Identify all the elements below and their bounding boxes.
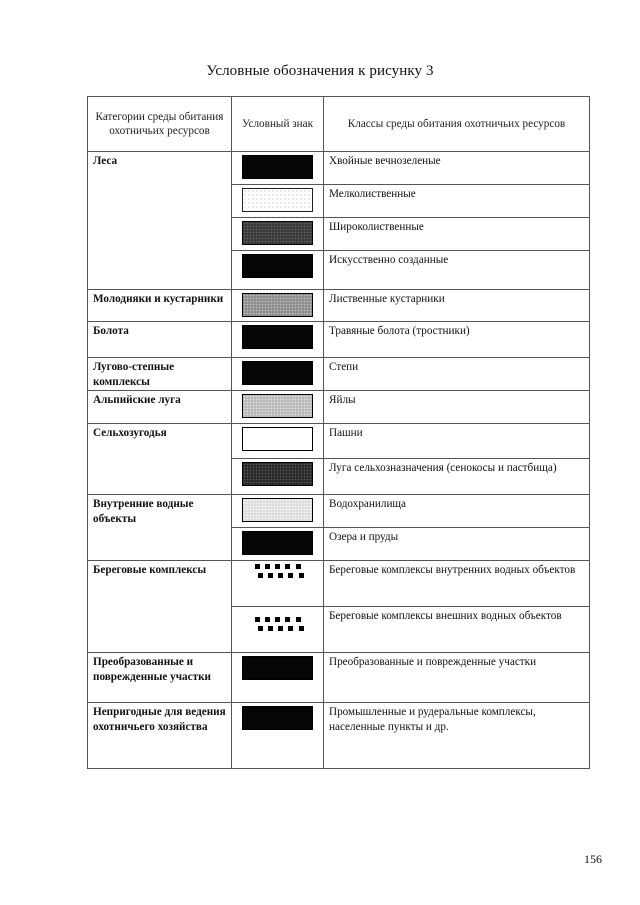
black-swatch	[242, 531, 313, 555]
class-cell: Береговые комплексы внешних водных объектов	[324, 607, 590, 653]
class-cell: Береговые комплексы внутренних водных объектов	[324, 561, 590, 607]
very-dark-swatch	[242, 462, 313, 486]
class-cell: Травяные болота (тростники)	[324, 322, 590, 358]
table-row	[88, 653, 590, 703]
class-cell: Преобразованные и поврежденные участки	[324, 653, 590, 703]
class-cell: Степи	[324, 358, 590, 391]
page-number: 156	[584, 852, 602, 866]
symbol-cell	[232, 653, 324, 703]
class-cell: Мелколиственные	[324, 185, 590, 218]
dotted-border-symbol	[252, 617, 304, 635]
page-title: Условные обозначения к рисунку 3	[206, 63, 434, 79]
class-cell: Искусственно созданные	[324, 251, 590, 290]
symbol-cell	[232, 459, 324, 495]
symbol-cell	[232, 251, 324, 290]
symbol-cell	[232, 561, 324, 607]
light-gray-swatch	[242, 394, 313, 418]
header-category: Категории среды обитания охотничьих ресурсов	[88, 97, 232, 152]
table-row	[88, 358, 590, 391]
category-cell: Леса	[88, 152, 232, 290]
black-swatch	[242, 254, 313, 278]
header-class: Классы среды обитания охотничьих ресурсов	[324, 97, 590, 152]
legend-table	[87, 96, 590, 769]
black-swatch	[242, 325, 313, 349]
table-row	[88, 391, 590, 424]
category-cell: Сельхозугодья	[88, 424, 232, 495]
dotted-border-symbol	[252, 564, 304, 582]
class-cell: Лиственные кустарники	[324, 290, 590, 322]
header-row	[88, 97, 590, 152]
symbol-cell	[232, 185, 324, 218]
category-cell: Внутренние водные объекты	[88, 495, 232, 561]
black-swatch	[242, 155, 313, 179]
black-swatch	[242, 706, 313, 730]
symbol-cell	[232, 703, 324, 769]
category-cell: Непригодные для ведения охотничьего хозяйства	[88, 703, 232, 769]
table-row	[88, 424, 590, 459]
category-cell: Альпийские луга	[88, 391, 232, 424]
class-cell: Широколиственные	[324, 218, 590, 251]
table-row	[88, 495, 590, 528]
pale-gray-swatch	[242, 498, 313, 522]
black-swatch	[242, 656, 313, 680]
symbol-cell	[232, 424, 324, 459]
symbol-cell	[232, 290, 324, 322]
category-cell: Болота	[88, 322, 232, 358]
header-symbol: Условный знак	[232, 97, 324, 152]
symbol-cell	[232, 607, 324, 653]
class-cell: Пашни	[324, 424, 590, 459]
category-cell: Преобразованные и поврежденные участки	[88, 653, 232, 703]
symbol-cell	[232, 391, 324, 424]
table-row	[88, 290, 590, 322]
symbol-cell	[232, 152, 324, 185]
category-cell: Береговые комплексы	[88, 561, 232, 653]
table-row	[88, 561, 590, 607]
class-cell: Яйлы	[324, 391, 590, 424]
white-swatch	[242, 427, 313, 451]
black-swatch	[242, 361, 313, 385]
category-cell: Лугово-степные комплексы	[88, 358, 232, 391]
symbol-cell	[232, 358, 324, 391]
dark-gray-swatch	[242, 221, 313, 245]
symbol-cell	[232, 495, 324, 528]
class-cell: Промышленные и рудеральные комплексы, населенные пункты и др.	[324, 703, 590, 769]
class-cell: Озера и пруды	[324, 528, 590, 561]
light-speckle-swatch	[242, 188, 313, 212]
symbol-cell	[232, 528, 324, 561]
table-row	[88, 152, 590, 185]
class-cell: Хвойные вечнозеленые	[324, 152, 590, 185]
class-cell: Луга сельхозназначения (сенокосы и пастбища)	[324, 459, 590, 495]
table-row	[88, 703, 590, 769]
table-row	[88, 322, 590, 358]
mid-gray-swatch	[242, 293, 313, 317]
class-cell: Водохранилища	[324, 495, 590, 528]
symbol-cell	[232, 218, 324, 251]
category-cell: Молодняки и кустарники	[88, 290, 232, 322]
symbol-cell	[232, 322, 324, 358]
